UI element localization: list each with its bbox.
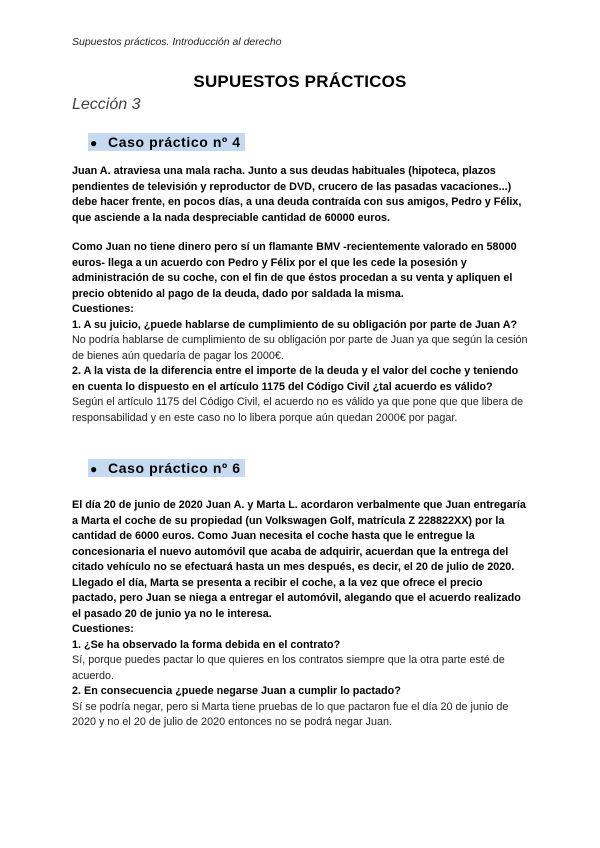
lesson-subtitle: Lección 3 xyxy=(72,96,141,113)
questions-label: Cuestiones: xyxy=(72,623,134,635)
bullet-icon: ● xyxy=(90,462,98,476)
answer: Sí, porque puedes pactar lo que quieres en los contratos siempre que la otra parte esté de acuerdo. xyxy=(72,654,505,682)
case-heading-text: Caso práctico nº 6 xyxy=(108,460,241,476)
answer: No podría hablarse de cumplimiento de su obligación por parte de Juan ya que según la cesión de bienes aún quedaría de pagar los 2000€. xyxy=(72,334,528,362)
answer: Sí se podría negar, pero si Marta tiene pruebas de lo que pactaron fue el día 20 de junio de 2020 y no el 20 de julio de 2020 entonces no se podrá negar Juan. xyxy=(72,700,509,728)
case-4-body xyxy=(72,240,528,426)
bullet-icon: ● xyxy=(90,136,98,150)
page-header: Supuestos prácticos. Introducción al derecho xyxy=(72,36,282,48)
page-title: SUPUESTOS PRÁCTICOS xyxy=(193,72,407,91)
question: 1. ¿Se ha observado la forma debida en el contrato? xyxy=(72,638,341,651)
answer: Según el artículo 1175 del Código Civil, el acuerdo no es válido ya que pone que que libera de responsabilidad y en este caso no lo libera porque aún quedan 2000€ por pagar. xyxy=(72,396,524,424)
paragraph: El día 20 de junio de 2020 Juan A. y Marta L. acordaron verbalmente que Juan entregaría a Marta el coche de su propiedad (un Volkswagen Golf, matrícula Z 228822XX) por la cantidad de 6000 euros. Como Juan necesita el coche hasta que le entregue la concesionaria el nuevo automóvil que acaba de adquirir, acuerdan que la entrega del citado vehículo no se efectuará hasta un mes después, es decir, el 20 de julio de 2020. xyxy=(72,499,526,573)
case-4-statement xyxy=(72,164,528,226)
case-6-body xyxy=(72,498,528,731)
case-heading-text: Caso práctico nº 4 xyxy=(108,134,241,150)
question: 2. A la vista de la diferencia entre el importe de la deuda y el valor del coche y teniendo en cuenta lo dispuesto en el artículo 1175 del Código Civil ¿tal acuerdo es válido? xyxy=(72,365,519,393)
paragraph: Juan A. atraviesa una mala racha. Junto a sus deudas habituales (hipoteca, plazos pendientes de televisión y reproductor de DVD, crucero de las pasadas vacaciones...) debe hacer frente, en pocos días, a una deuda contraída con sus amigos, Pedro y Félix, que asciende a la nada despreciable cantidad de 60000 euros. xyxy=(72,165,522,224)
question: 1. A su juicio, ¿puede hablarse de cumplimiento de su obligación por parte de Juan A? xyxy=(72,318,518,331)
paragraph: Como Juan no tiene dinero pero sí un flamante BMV -recientemente valorado en 58000 euros- llega a un acuerdo con Pedro y Félix por el que les cede la posesión y administración de su coche, con el fin de que éstos procedan a su venta y apliquen el precio obtenido al pago de la deuda, dado por saldada la misma. xyxy=(72,241,517,300)
paragraph: Llegado el día, Marta se presenta a recibir el coche, a la vez que ofrece el precio pactado, pero Juan se niega a entregar el automóvil, alegando que el acuerdo realizado el pasado 20 de junio ya no le interesa. xyxy=(72,576,521,620)
case-heading-6 xyxy=(88,459,245,477)
question: 2. En consecuencia ¿puede negarse Juan a cumplir lo pactado? xyxy=(72,685,401,697)
questions-label: Cuestiones: xyxy=(72,303,134,315)
case-heading-4 xyxy=(88,133,245,151)
